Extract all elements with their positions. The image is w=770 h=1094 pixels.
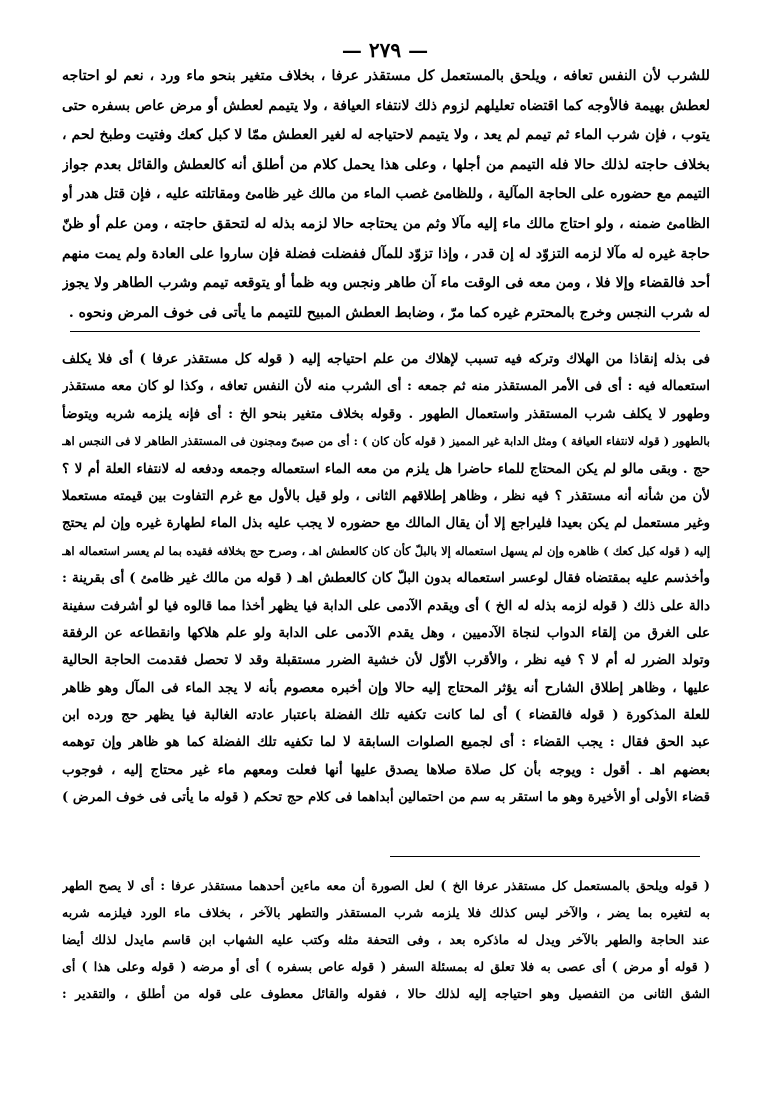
commentary-line: عبد الحق فقال : يجب القضاء : أى لجميع الصلوات السابقة لا لما تكفيه تلك الفضلة كما هو ظاهر وإن توهمه [62,734,710,751]
footnote-line: عند الحاجة والطهر بالآخر ويدل له ماذكره بعد ، وفى التحفة مثله وكتب عليه الشهاب ابن قاسم مايدل لذلك أيضا [62,932,710,947]
page-number: — ٢٧٩ — [341,38,429,62]
footnote-line: الشق الثانى من التفصيل وهو احتياجه إليه لذلك حالا ، فقوله والقائل معطوف على قوله من أطلق ، والتقدير : [62,986,710,1001]
main-text-line: له شرب النجس وخرج بالمحترم غيره كما مرّ ، وضابط العطش المبيح للتيمم ما يأتى فى خوف المرض ونحوه . [68,304,710,321]
commentary-line: قضاء الأولى أو الأخيرة وهو ما استقر به سم من احتمالين أبداهما فى كلام حج تحكم ( قوله ما يأتى فى خوف المرض ) [62,790,710,806]
footnote-block [62,872,710,1007]
commentary-line: وغير مستعمل لم يكن بعيدا فليراجع إلا أن يقال المالك مع حضوره لا يجب عليه بذل الماء لطهارة غيره وإن لم يحتج [62,515,710,532]
commentary-line: بالطهور ( قوله لانتفاء العيافة ) ومثل الدابة غير المميز ( قوله كأن كان ) : أى من صبىّ ومجنون فى المستقذر الطاهر لا فى النجس اهـ [62,434,710,449]
commentary-line: لأن من شأنه أنه مستقذر ؟ فيه نظر ، وظاهر إطلاقهم الثانى ، ولو قيل بالأول مع غرم التفاوت بين قيمته مستعملا [62,487,710,504]
commentary-line: وأخذسم عليه بمقتضاه فقال لوعسر استعماله بدون البلّ كان كالعطش اهـ ( قوله من مالك غير ظامئ ) أى بقرينة : [62,570,710,587]
main-text-block [62,62,710,328]
commentary-line: دالة على ذلك ( قوله لزمه بذله له الخ ) أى ويقدم الآدمى على الدابة فيا يظهر أخذا مما قالوه فيا لو أشرفت سفينة [62,597,710,614]
main-text-line: بخلاف حاجته لذلك حالا فله التيمم من أجلها ، وعلى هذا يحمل كلام من أطلق أنه كالعطش والقائل بعدم جواز [62,156,710,173]
main-text-line: الظامئ ضمنه ، ولو احتاج مالك ماء إليه مآلا وثم من يحتاجه حالا لزمه بذله له لتحقق حاجته ، ومن علم أو ظنّ [62,215,710,232]
commentary-line: إليه ( قوله كبل كعك ) ظاهره وإن لم يسهل استعماله إلا بالبلّ كأن كان كالعطش اهـ ، وصرح حج بخلافه فقيده بما لم يعسر استعماله اهـ [62,543,710,558]
section-divider [70,331,700,332]
footnote-line: ( قوله ويلحق بالمستعمل كل مستقذر عرفا الخ ) لعل الصورة أن معه ماءين أحدهما مستقذر عرفا : أى لا يصح الطهر [62,878,710,893]
commentary-line: للعلة المذكورة ( قوله فالقضاء ) أى لما كانت تكفيه تلك الفضلة باعتبار عادته الغالبة فيا يظهر حج ورده ابن [62,707,710,724]
main-text-line: لعطش بهيمة فالأوجه كما اقتضاه تعليلهم لزوم ذلك لانتفاء العيافة ، ولا يتيمم لعطش أو مرض عاص بسفره حتى [62,97,710,114]
footnote-line: به لتغيره بما يضر ، والآخر ليس كذلك فلا يلزمه شرب المستقذر والتطهر بالآخر ، بخلاف ماء الورد فيلزمه شربه [62,905,710,920]
footnote-divider [390,856,700,857]
main-text-line: أحد فالقضاء وإلا فلا ، ومن معه فى الوقت ماء آن طاهر ونجس وبه ظمأ أو يتوقعه تيمم وشرب الطاهر ولا يجوز [62,275,710,292]
commentary-block [62,346,710,812]
commentary-line: استعماله فيه : أى فى الأمر المستقذر منه ثم جمعه : أى الشرب منه لأن النفس تعافه ، وكذا لو كان معه مستقذر [62,378,710,395]
main-text-line: التيمم مع حضوره على الحاجة المآلية ، وللظامئ غصب الماء من مالك غير ظامئ ومقاتلته عليه ، فإن قتل هدر أو [62,186,710,203]
commentary-line: حج . وبقى مالو لم يكن المحتاج للماء حاضرا هل يلزم من معه الماء استعماله وجمعه ودفعه له لانتفاء العلة أم لا ؟ [62,460,710,477]
commentary-line: وطهور لا يكلف شرب المستقذر واستعمال الطهور . وقوله بخلاف متغير بنحو الخ : أى فإنه يلزمه شربه ويتوضأ [62,405,710,422]
commentary-line: فى بذله إنقاذا من الهلاك وتركه فيه تسبب لإهلاك من علم احتياجه إليه ( قوله كل مستقذر عرفا ) أى فلا يكلف [62,351,710,367]
commentary-line: بعضهم اهـ . أقول : ويوجه بأن كل صلاة صلاها يصدق عليها أنها فعلت ومعهم ماء غير محتاج إليه ، فوجوب [62,761,710,778]
commentary-line: عليها ، وظاهر إطلاق الشارح أنه يؤثر المحتاج إليه حالا وإن أخبره معصوم بأنه لا يجد الماء فى المآل وهو ظاهر [62,679,710,696]
footnote-line: ( قوله أو مرض ) أى عصى به فلا تعلق له بمسئلة السفر ( قوله عاص بسفره ) أى أو مرضه ( قوله وعلى هذا ) أى [62,959,710,974]
commentary-line: على الغرق من إلقاء الدواب لنجاة الآدميين ، وهل يقدم الآدمى على الدابة ولو علم هلاكها وانقطاعه عن الرفقة [62,624,710,641]
main-text-line: حاجة غيره له مآلا لزمه التزوّد له إن قدر ، وإذا تزوّد للمآل ففضلت فضلة فإن ساروا على العادة ولم يمت منهم [62,245,710,262]
main-text-line: للشرب لأن النفس تعافه ، ويلحق بالمستعمل كل مستقذر عرفا ، بخلاف متغير بنحو ماء ورد ، نعم لو احتاجه [62,68,710,84]
commentary-line: وتولد الضرر له أم لا ؟ فيه نظر ، والأقرب الأوّل لأن خشية الضرر مستقبلة وقد لا تحصل فقدمت الحاجة الحالية [62,652,710,669]
main-text-line: يتوب ، فإن شرب الماء ثم تيمم لم يعد ، ولا يتيمم لاحتياجه له لغير العطش ممّا لا كبل كعك وفتيت وطبخ لحم ، [62,127,710,144]
